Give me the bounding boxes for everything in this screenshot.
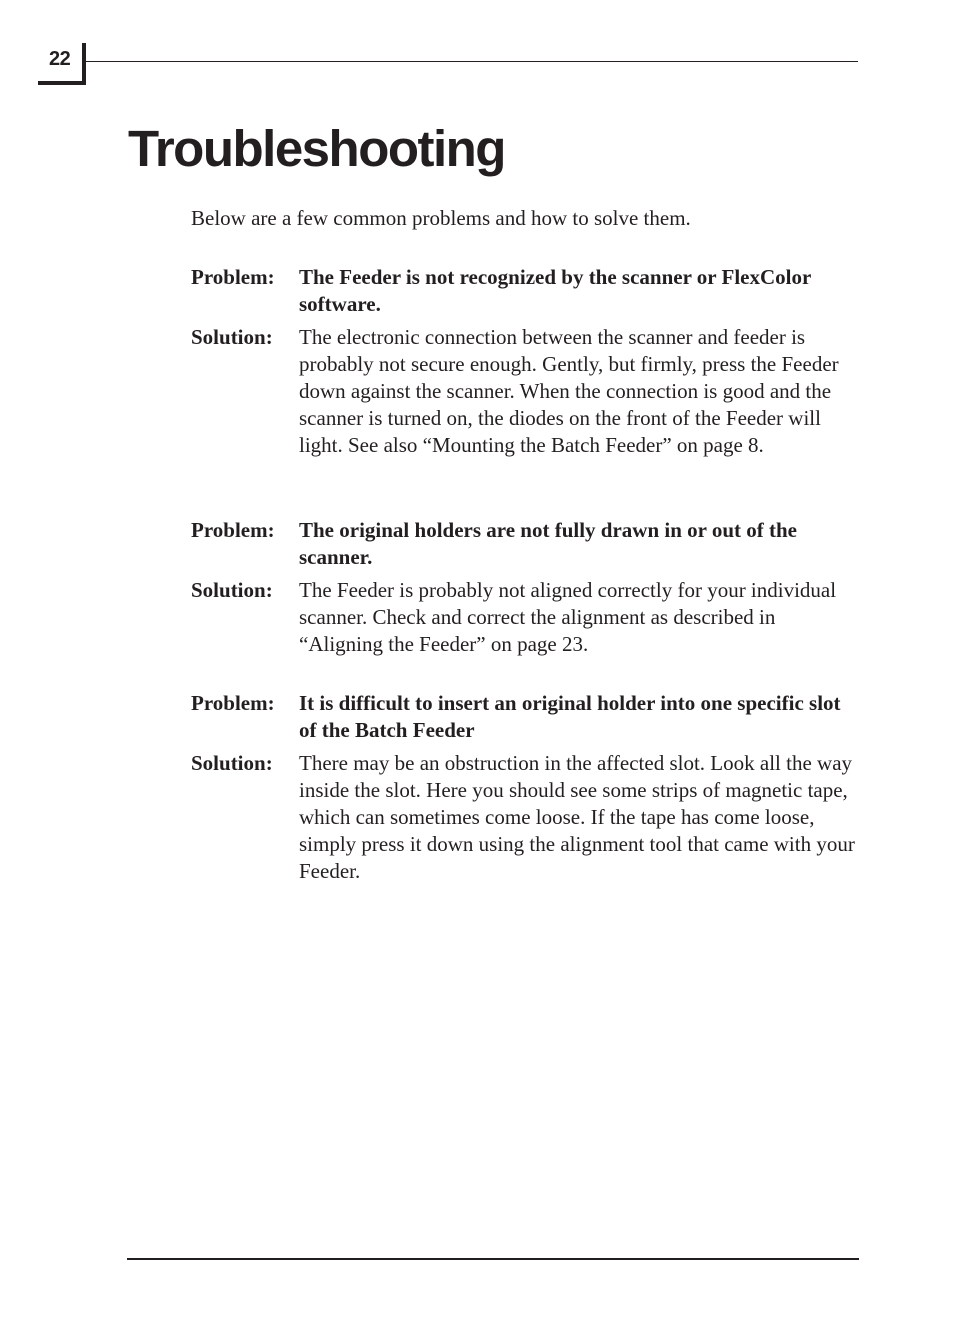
solution-text: There may be an obstruction in the affected slot. Look all the way inside the slot. Here you should see some strips of magnetic tape, which can sometimes come loose. If the tape has come loose, simply press it down using the alignment tool that came with your Feeder. bbox=[299, 751, 855, 883]
troubleshooting-entry bbox=[191, 264, 861, 459]
page-number: 22 bbox=[49, 48, 71, 70]
solution-row bbox=[191, 577, 861, 658]
problem-row bbox=[191, 690, 861, 744]
problem-label: Problem: bbox=[191, 265, 275, 289]
page-title: Troubleshooting bbox=[128, 120, 505, 177]
problem-text: The Feeder is not recognized by the scanner or FlexColor software. bbox=[299, 265, 811, 316]
troubleshooting-entry bbox=[191, 690, 861, 885]
problem-row bbox=[191, 264, 861, 318]
solution-label: Solution: bbox=[191, 325, 273, 349]
header-rule bbox=[86, 61, 858, 62]
solution-row bbox=[191, 750, 861, 885]
problem-text: The original holders are not fully drawn in or out of the scanner. bbox=[299, 518, 798, 569]
problem-row bbox=[191, 517, 861, 571]
footer-rule bbox=[127, 1258, 859, 1260]
problem-label: Problem: bbox=[191, 518, 275, 542]
solution-label: Solution: bbox=[191, 578, 273, 602]
solution-label: Solution: bbox=[191, 751, 273, 775]
solution-row bbox=[191, 324, 861, 459]
solution-text: The electronic connection between the scanner and feeder is probably not secure enough. Gently, but firmly, press the Feeder down against the scanner. When the connection is good and the scanner is turned on, the diodes on the front of the Feeder will light. See also “Mounting the Batch Feeder” on page 8. bbox=[299, 325, 839, 457]
problem-text: It is difficult to insert an original holder into one specific slot of the Batch Feeder bbox=[299, 691, 841, 742]
intro-text: Below are a few common problems and how to solve them. bbox=[191, 206, 691, 230]
solution-text: The Feeder is probably not aligned correctly for your individual scanner. Check and correct the alignment as described in “Aligning the Feeder” on page 23. bbox=[299, 578, 837, 656]
troubleshooting-entry bbox=[191, 517, 861, 658]
problem-label: Problem: bbox=[191, 691, 275, 715]
